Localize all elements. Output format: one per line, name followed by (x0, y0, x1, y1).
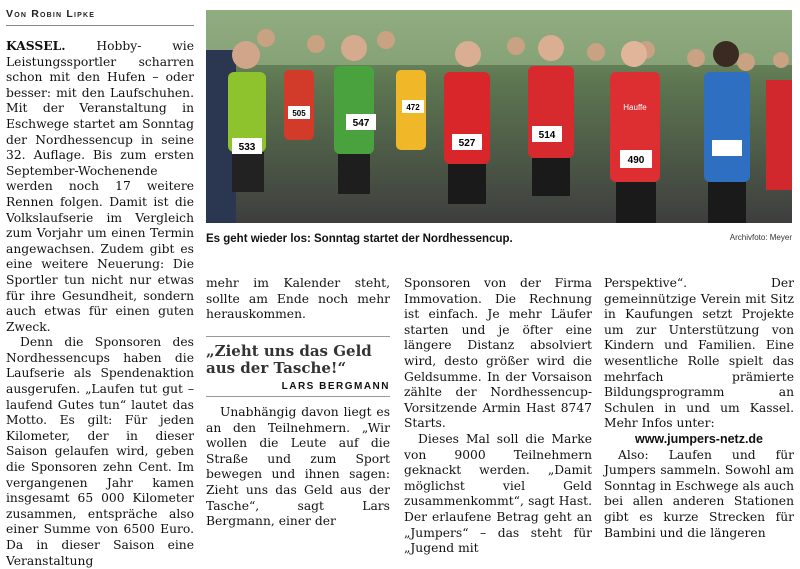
paragraph: Unabhängig davon liegt es an den Teilnehmern. „Wir wollen die Leute auf die Straße und zum Sport bewegen und ihnen sagen: Zieht uns das Geld aus der Tasche“, sagt Lars Bergmann, einer der (206, 405, 390, 529)
paragraph (6, 38, 194, 335)
article-column-1 (6, 38, 194, 569)
pull-quote-author: LARS BERGMANN (281, 381, 390, 392)
dateline: KASSEL. (6, 38, 66, 53)
photo-caption: Es geht wieder los: Sonntag startet der Nordhessencup. (206, 233, 513, 245)
bib-number: 527 (458, 138, 476, 149)
article-column-2-bottom (206, 405, 390, 530)
pull-quote-text: „Zieht uns das Geld aus der Tasche!“ (206, 342, 372, 377)
article-column-4 (604, 276, 794, 541)
paragraph: Also: Laufen und für Jumpers sammeln. Sowohl am Sonntag in Eschwege als auch bei allen anderen Stationen gibt es kurze Strecken für Bambini und die längeren (604, 447, 794, 540)
paragraph: Perspektive“. Der gemeinnützige Verein mit Sitz in Kaufungen setzt Projekte um zur Unterstützung von Kindern und Familien. Eine wesentliche Rolle spielt das mehrfach prämierte Bildungsprogramm an Schulen in und um Kassel. Mehr Infos unter: (604, 276, 794, 431)
pull-quote (206, 336, 390, 397)
runners-image (206, 10, 792, 223)
bib-number: 547 (352, 118, 370, 129)
paragraph: Dieses Mal soll die Marke von 9000 Teilnehmern geknackt werden. „Damit möglichst viel Geld zusammenkommt“, sagt Hast. Der erlaufene Betrag geht an „Jumpers“ – das steht für „Jugend mit (404, 431, 592, 556)
bib-number: 472 (406, 103, 420, 112)
shirt-sponsor: Hauffe (623, 103, 647, 112)
bib-number: 490 (627, 155, 645, 166)
paragraph: mehr im Kalender steht, sollte am Ende noch mehr herauskommen. (206, 276, 390, 322)
article-column-3 (404, 276, 592, 557)
website-link[interactable]: www.jumpers-netz.de (634, 431, 764, 446)
paragraph: Denn die Sponsoren des Nordhessencups haben die Laufserie als Spendenaktion ausgerufen. „Laufen tut gut – laufend Gutes tun“ lautet das Motto. Es gilt: Für jeden Kilometer, der in dieser Saison gelaufen wird, geben die Sponsoren zehn Cent. Im vergangenen Jahr kamen insgesamt 65 000 Kilometer zusammen, entspräche also einer Summe von 6500 Euro. Da in dieser Saison eine Veranstaltung (6, 335, 194, 568)
bib-number: 514 (538, 130, 556, 141)
byline: Von Robin Lipke (6, 8, 194, 26)
race-photo (206, 10, 792, 223)
photo-credit: Archivfoto: Meyer (729, 233, 792, 242)
photo-caption-block (206, 229, 792, 247)
paragraph: Sponsoren von der Firma Immovation. Die Rechnung ist einfach. Je mehr Läufer starten und je öfter eine längere Distanz absolviert wird, desto größer wird die Geldsumme. In der Vorsaison zählte der Nordhessencup-Vorsitzende Armin Hast 8747 Starts. (404, 276, 592, 431)
bib-number: 533 (238, 142, 256, 153)
article-column-2-top (206, 276, 390, 323)
bib-number: 505 (292, 109, 306, 118)
paragraph-text: Hobby- wie Leistungssportler scharren schon mit den Hufen – oder besser: mit den Laufschuhen. Mit der Veranstaltung in Eschwege startet am Sonntag der Nordhessencup in seine 32. Auflage. Bis zum ersten September-Wochenende werden noch 17 weitere Rennen folgen. Damit ist die Volkslaufserie im Vergleich zum Vorjahr um einen Termin angewachsen. Zudem gibt es eine weitere Neuerung: Die Sportler tun nicht nur etwas für ihre Gesundheit, sondern auch etwas für einen guten Zweck. (6, 39, 194, 334)
